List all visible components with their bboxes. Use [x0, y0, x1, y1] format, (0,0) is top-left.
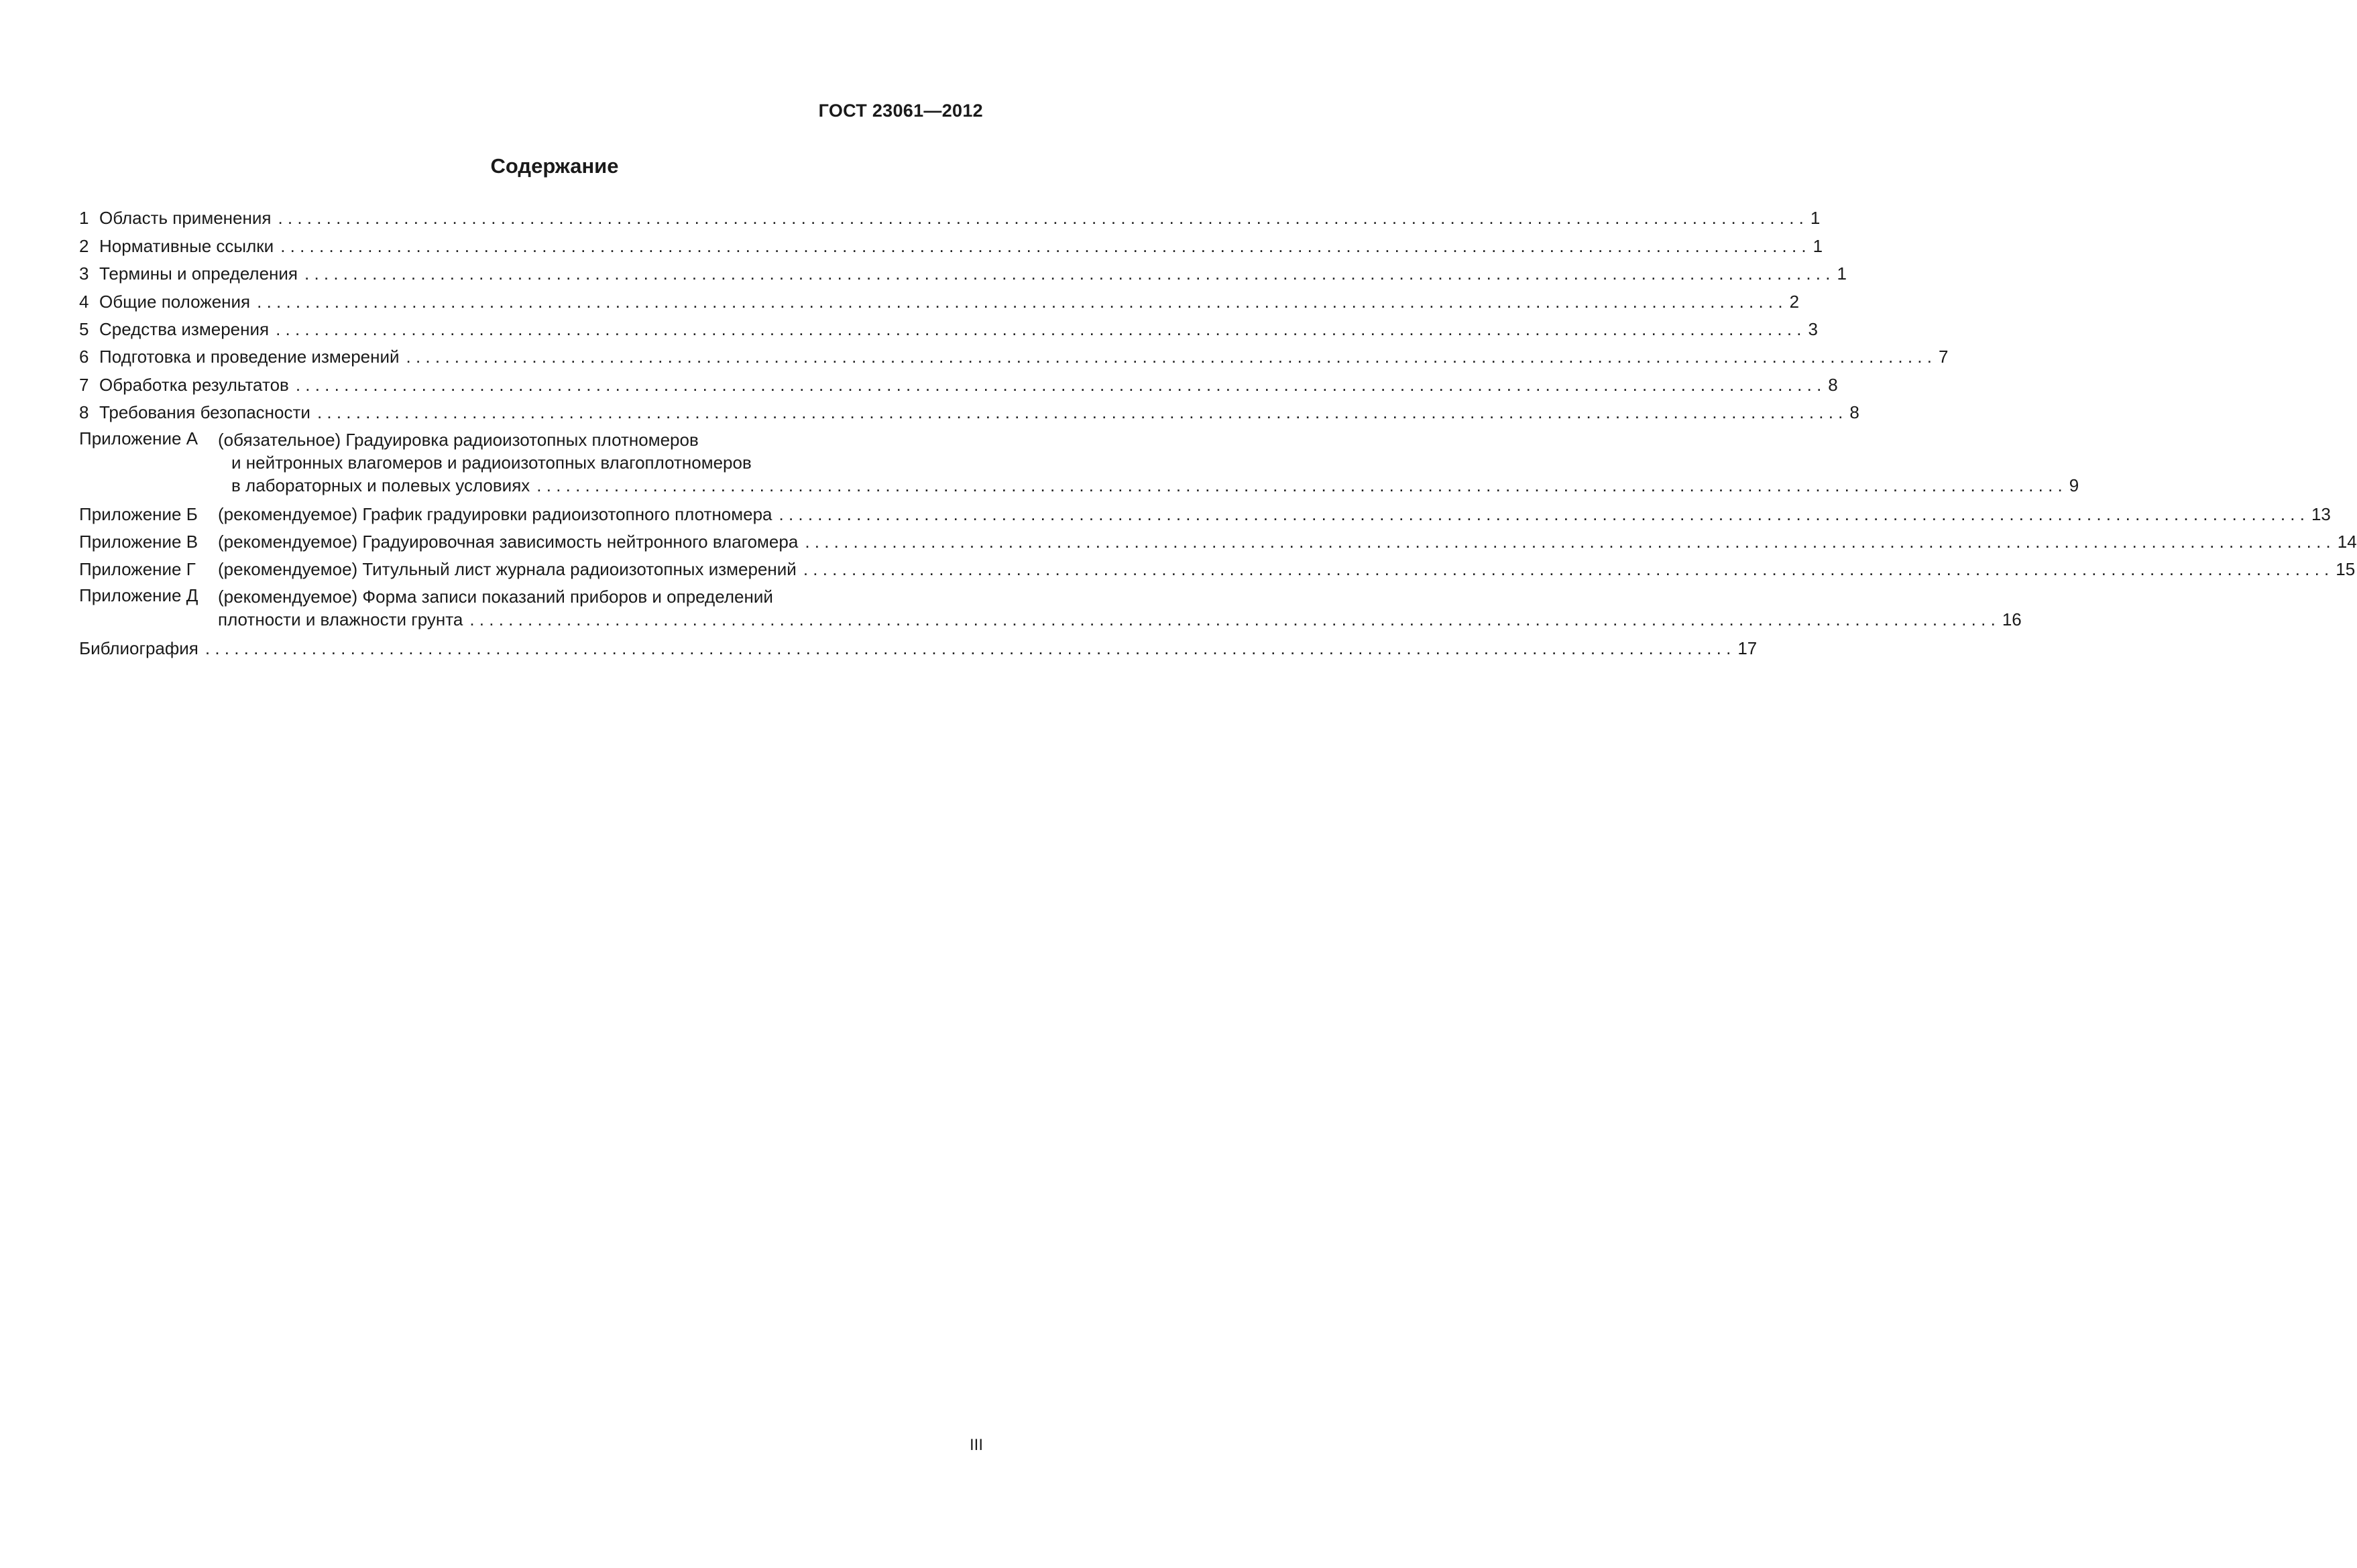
page-number: 7 [1938, 347, 1949, 367]
toc-entry-section-7[interactable] [79, 367, 1838, 395]
page-number: 15 [2336, 559, 2356, 580]
page-number: 2 [1789, 291, 1800, 312]
page-number: 3 [1808, 318, 1818, 339]
section-title: Общие положения [99, 291, 251, 312]
document-standard-number: ГОСТ 23061—2012 [818, 101, 983, 121]
section-title: Подготовка и проведение измерений [99, 347, 400, 367]
appendix-title-line: (рекомендуемое) Градуировочная зависимость нейтронного влагомера [218, 531, 799, 552]
section-title: Обработка результатов [99, 374, 289, 395]
appendix-prefix: Приложение Г [79, 559, 196, 580]
page-number: 1 [1810, 208, 1821, 229]
page-number: 13 [2311, 503, 2331, 524]
section-title: Термины и определения [99, 263, 298, 284]
section-title: Область применения [99, 208, 272, 229]
appendix-prefix: Приложение Д [79, 585, 198, 606]
page-number: 14 [2337, 531, 2357, 552]
dot-leader [205, 638, 1731, 659]
section-number: 1 [79, 208, 89, 229]
appendix-title-line: (рекомендуемое) Титульный лист журнала радиоизотопных измерений [218, 559, 797, 580]
section-number: 3 [79, 263, 89, 284]
dot-leader [276, 319, 1801, 340]
page-number: 17 [1737, 638, 1758, 658]
appendix-title-line: (рекомендуемое) График градуировки радиоизотопного плотномера [218, 503, 772, 524]
dot-leader [805, 532, 2330, 552]
section-number: 6 [79, 347, 89, 367]
appendix-title-line: (обязательное) Градуировка радиоизотопных плотномеров [218, 430, 699, 450]
page-number: 8 [1828, 374, 1838, 395]
section-number: 4 [79, 291, 89, 312]
dot-leader [304, 263, 1830, 284]
section-number: 5 [79, 318, 89, 339]
page-number: 9 [2069, 475, 2079, 496]
appendix-title-line: (рекомендуемое) Форма записи показаний приборов и определений [218, 587, 773, 607]
toc-entry-appendix-a[interactable] [79, 428, 2079, 497]
appendix-title-line: и нейтронных влагомеров и радиоизотопных влагоплотномеров [231, 453, 752, 473]
appendix-prefix: Приложение А [79, 428, 198, 449]
toc-entry-appendix-b[interactable] [79, 497, 2331, 524]
page-title: Содержание [490, 154, 619, 178]
section-title: Нормативные ссылки [99, 235, 274, 256]
dot-leader [803, 559, 2329, 580]
appendix-prefix: Приложение В [79, 531, 198, 552]
section-title: Требования безопасности [99, 402, 310, 423]
appendix-prefix: Приложение Б [79, 503, 198, 524]
toc-entry-section-6[interactable] [79, 340, 1949, 367]
section-number: 7 [79, 374, 89, 395]
dot-leader [296, 375, 1821, 396]
toc-entry-section-3[interactable] [79, 257, 1847, 284]
table-of-contents [79, 201, 2357, 659]
toc-entry-appendix-d[interactable] [79, 585, 2022, 631]
page-number: 16 [2002, 609, 2022, 630]
dot-leader [280, 236, 1806, 257]
section-title: Средства измерения [99, 318, 270, 339]
toc-entry-section-8[interactable] [79, 396, 1859, 423]
bibliography-title: Библиография [79, 638, 198, 658]
appendix-title-line: в лабораторных и полевых условиях [231, 475, 530, 496]
section-number: 2 [79, 235, 89, 256]
dot-leader [469, 608, 1995, 631]
toc-entry-section-4[interactable] [79, 284, 1800, 312]
appendix-title-line: плотности и влажности грунта [218, 609, 463, 630]
page-number-footer: III [969, 1436, 983, 1454]
dot-leader [536, 474, 2062, 497]
toc-entry-section-2[interactable] [79, 229, 1823, 256]
dot-leader [278, 208, 1803, 229]
toc-entry-appendix-v[interactable] [79, 525, 2357, 552]
toc-entry-section-5[interactable] [79, 312, 1818, 340]
toc-entry-bibliography[interactable] [79, 631, 1758, 658]
toc-entry-appendix-g[interactable] [79, 552, 2356, 580]
dot-leader [317, 402, 1843, 423]
page-number: 1 [1813, 235, 1823, 256]
dot-leader [406, 347, 1932, 367]
dot-leader [779, 504, 2305, 525]
page-number: 8 [1849, 402, 1859, 423]
dot-leader [257, 292, 1782, 312]
page-number: 1 [1837, 263, 1847, 284]
section-number: 8 [79, 402, 89, 423]
toc-entry-section-1[interactable] [79, 201, 1821, 229]
